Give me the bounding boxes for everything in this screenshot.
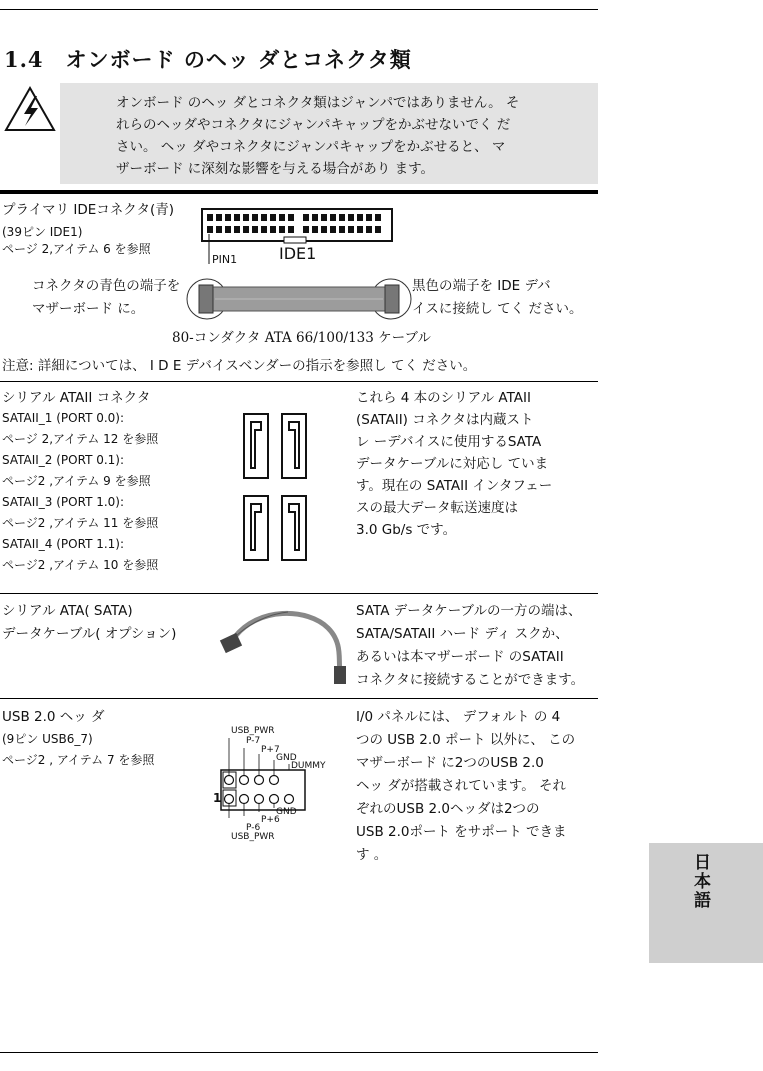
ide-pins: (39ピン IDE1) <box>2 225 83 239</box>
ide-pin1-label: PIN1 <box>212 253 238 266</box>
sata2-desc-line: データケーブルに対応し ていま <box>356 456 549 472</box>
sata2-title: シリアル ATAII コネクタ <box>2 390 151 406</box>
usb-ref: ページ2 , アイテム 7 を参照 <box>2 753 155 767</box>
ide-connector-label: IDE1 <box>279 244 317 263</box>
sata-cable-illustration <box>218 598 354 688</box>
sata-cable-title-1: シリアル ATA( SATA) <box>2 603 133 619</box>
section-divider <box>0 593 598 594</box>
usb-label-pin1: 1 <box>213 791 222 805</box>
sata2-item: SATAII_4 (PORT 1.1): <box>2 537 125 551</box>
warning-line: れらのヘッダやコネクタにジャンパキャップをかぶせないでく だ <box>116 117 511 133</box>
usb-label-p7: P-7 <box>246 736 261 746</box>
sata2-item: ページ2 ,アイテム 11 を参照 <box>2 516 159 530</box>
usb-pins: (9ピン USB6_7) <box>2 732 93 746</box>
ide-left-note-2: マザーボード に。 <box>32 301 145 317</box>
sata-cable-desc-line: コネクタに接続することができます。 <box>356 672 585 688</box>
ide-cable-caption: 80-コンダクタ ATA 66/100/133 ケーブル <box>172 330 431 346</box>
ide-right-note-1: 黒色の端子を IDE デバ <box>412 278 551 294</box>
usb-desc-line: I/0 パネルには、 デフォルト の 4 <box>356 709 561 725</box>
sata2-desc-line: これら 4 本のシリアル ATAII <box>356 390 532 406</box>
language-side-tab <box>649 843 763 963</box>
usb-label-p-plus6: P+6 <box>261 815 280 825</box>
sata2-connectors-diagram <box>240 410 310 570</box>
ide-ribbon-cable <box>185 275 413 325</box>
ide-right-note-2: イスに接続し てく ださい。 <box>412 301 583 317</box>
top-rule <box>0 9 598 10</box>
sata2-item: SATAII_2 (PORT 0.1): <box>2 453 125 467</box>
usb-label-gnd-bottom: GND <box>276 807 297 817</box>
usb-label-usb-pwr-top: USB_PWR <box>231 726 275 736</box>
ide-left-note-1: コネクタの青色の端子を <box>32 278 181 294</box>
usb-desc-line: す 。 <box>356 847 388 863</box>
usb-label-gnd-top: GND <box>276 753 297 763</box>
sata-cable-desc-line: あるいは本マザーボード のSATAII <box>356 649 564 665</box>
sata2-desc-line: 3.0 Gb/s です。 <box>356 522 457 538</box>
sata2-desc-line: す。現在の SATAII インタフェー <box>356 478 553 494</box>
usb-title: USB 2.0 ヘッ ダ <box>2 709 105 725</box>
section-divider-thick <box>0 190 598 194</box>
warning-line: オンボード のヘッ ダとコネクタ類はジャンパではありません。 そ <box>116 95 520 111</box>
usb-desc-line: USB 2.0ポート をサポート できま <box>356 824 567 840</box>
sata2-item: ページ 2,アイテム 12 を参照 <box>2 432 159 446</box>
section-divider <box>0 698 598 699</box>
usb-desc-line: つの USB 2.0 ポート 以外に、 この <box>356 732 576 748</box>
sata-cable-desc-line: SATA データケーブルの一方の端は、 <box>356 603 582 619</box>
ide-ref: ページ 2,アイテム 6 を参照 <box>2 242 151 256</box>
sata2-item: ページ2 ,アイテム 10 を参照 <box>2 558 159 572</box>
sata2-desc-line: レ ーデバイスに使用するSATA <box>356 434 542 450</box>
sata2-desc-line: (SATAII) コネクタは内蔵スト <box>356 412 534 428</box>
usb-desc-line: ぞれのUSB 2.0ヘッダは2つの <box>356 801 540 817</box>
usb-desc-line: ヘッ ダが搭載されています。 それ <box>356 778 567 794</box>
warning-line: ザーボード に深刻な影響を与える場合があり ます。 <box>116 161 435 177</box>
ide-note: 注意: 詳細については、 I D E デバイスベンダーの指示を参照し てく ださい。 <box>2 358 477 374</box>
bottom-rule <box>0 1052 598 1053</box>
language-side-tab-label: 日本語 <box>690 853 710 910</box>
usb-label-p6: P-6 <box>246 823 261 833</box>
warning-box <box>60 83 598 184</box>
sata2-item: ページ2 ,アイテム 9 を参照 <box>2 474 151 488</box>
sata-cable-title-2: データケーブル( オプション) <box>2 626 177 642</box>
sata2-desc-line: スの最大データ転送速度は <box>356 500 518 516</box>
usb-label-p-plus7: P+7 <box>261 745 280 755</box>
sata2-item: SATAII_3 (PORT 1.0): <box>2 495 125 509</box>
usb-desc-line: マザーボード に2つのUSB 2.0 <box>356 755 544 771</box>
usb-label-usb-pwr-bottom: USB_PWR <box>231 832 275 842</box>
sata-cable-desc-line: SATA/SATAII ハード ディ スクか、 <box>356 626 569 642</box>
warning-line: さい。 ヘッ ダやコネクタにジャンパキャップをかぶせると、 マ <box>116 139 506 155</box>
lightning-warning-icon <box>4 84 56 134</box>
section-divider <box>0 381 598 382</box>
usb-label-dummy: DUMMY <box>291 761 326 771</box>
ide-title: プライマリ IDEコネクタ(青) <box>2 202 175 218</box>
section-title: 1.4 オンボード のヘッ ダとコネクタ類 <box>4 47 412 72</box>
usb-header-diagram <box>208 738 308 818</box>
sata2-item: SATAII_1 (PORT 0.0): <box>2 411 125 425</box>
